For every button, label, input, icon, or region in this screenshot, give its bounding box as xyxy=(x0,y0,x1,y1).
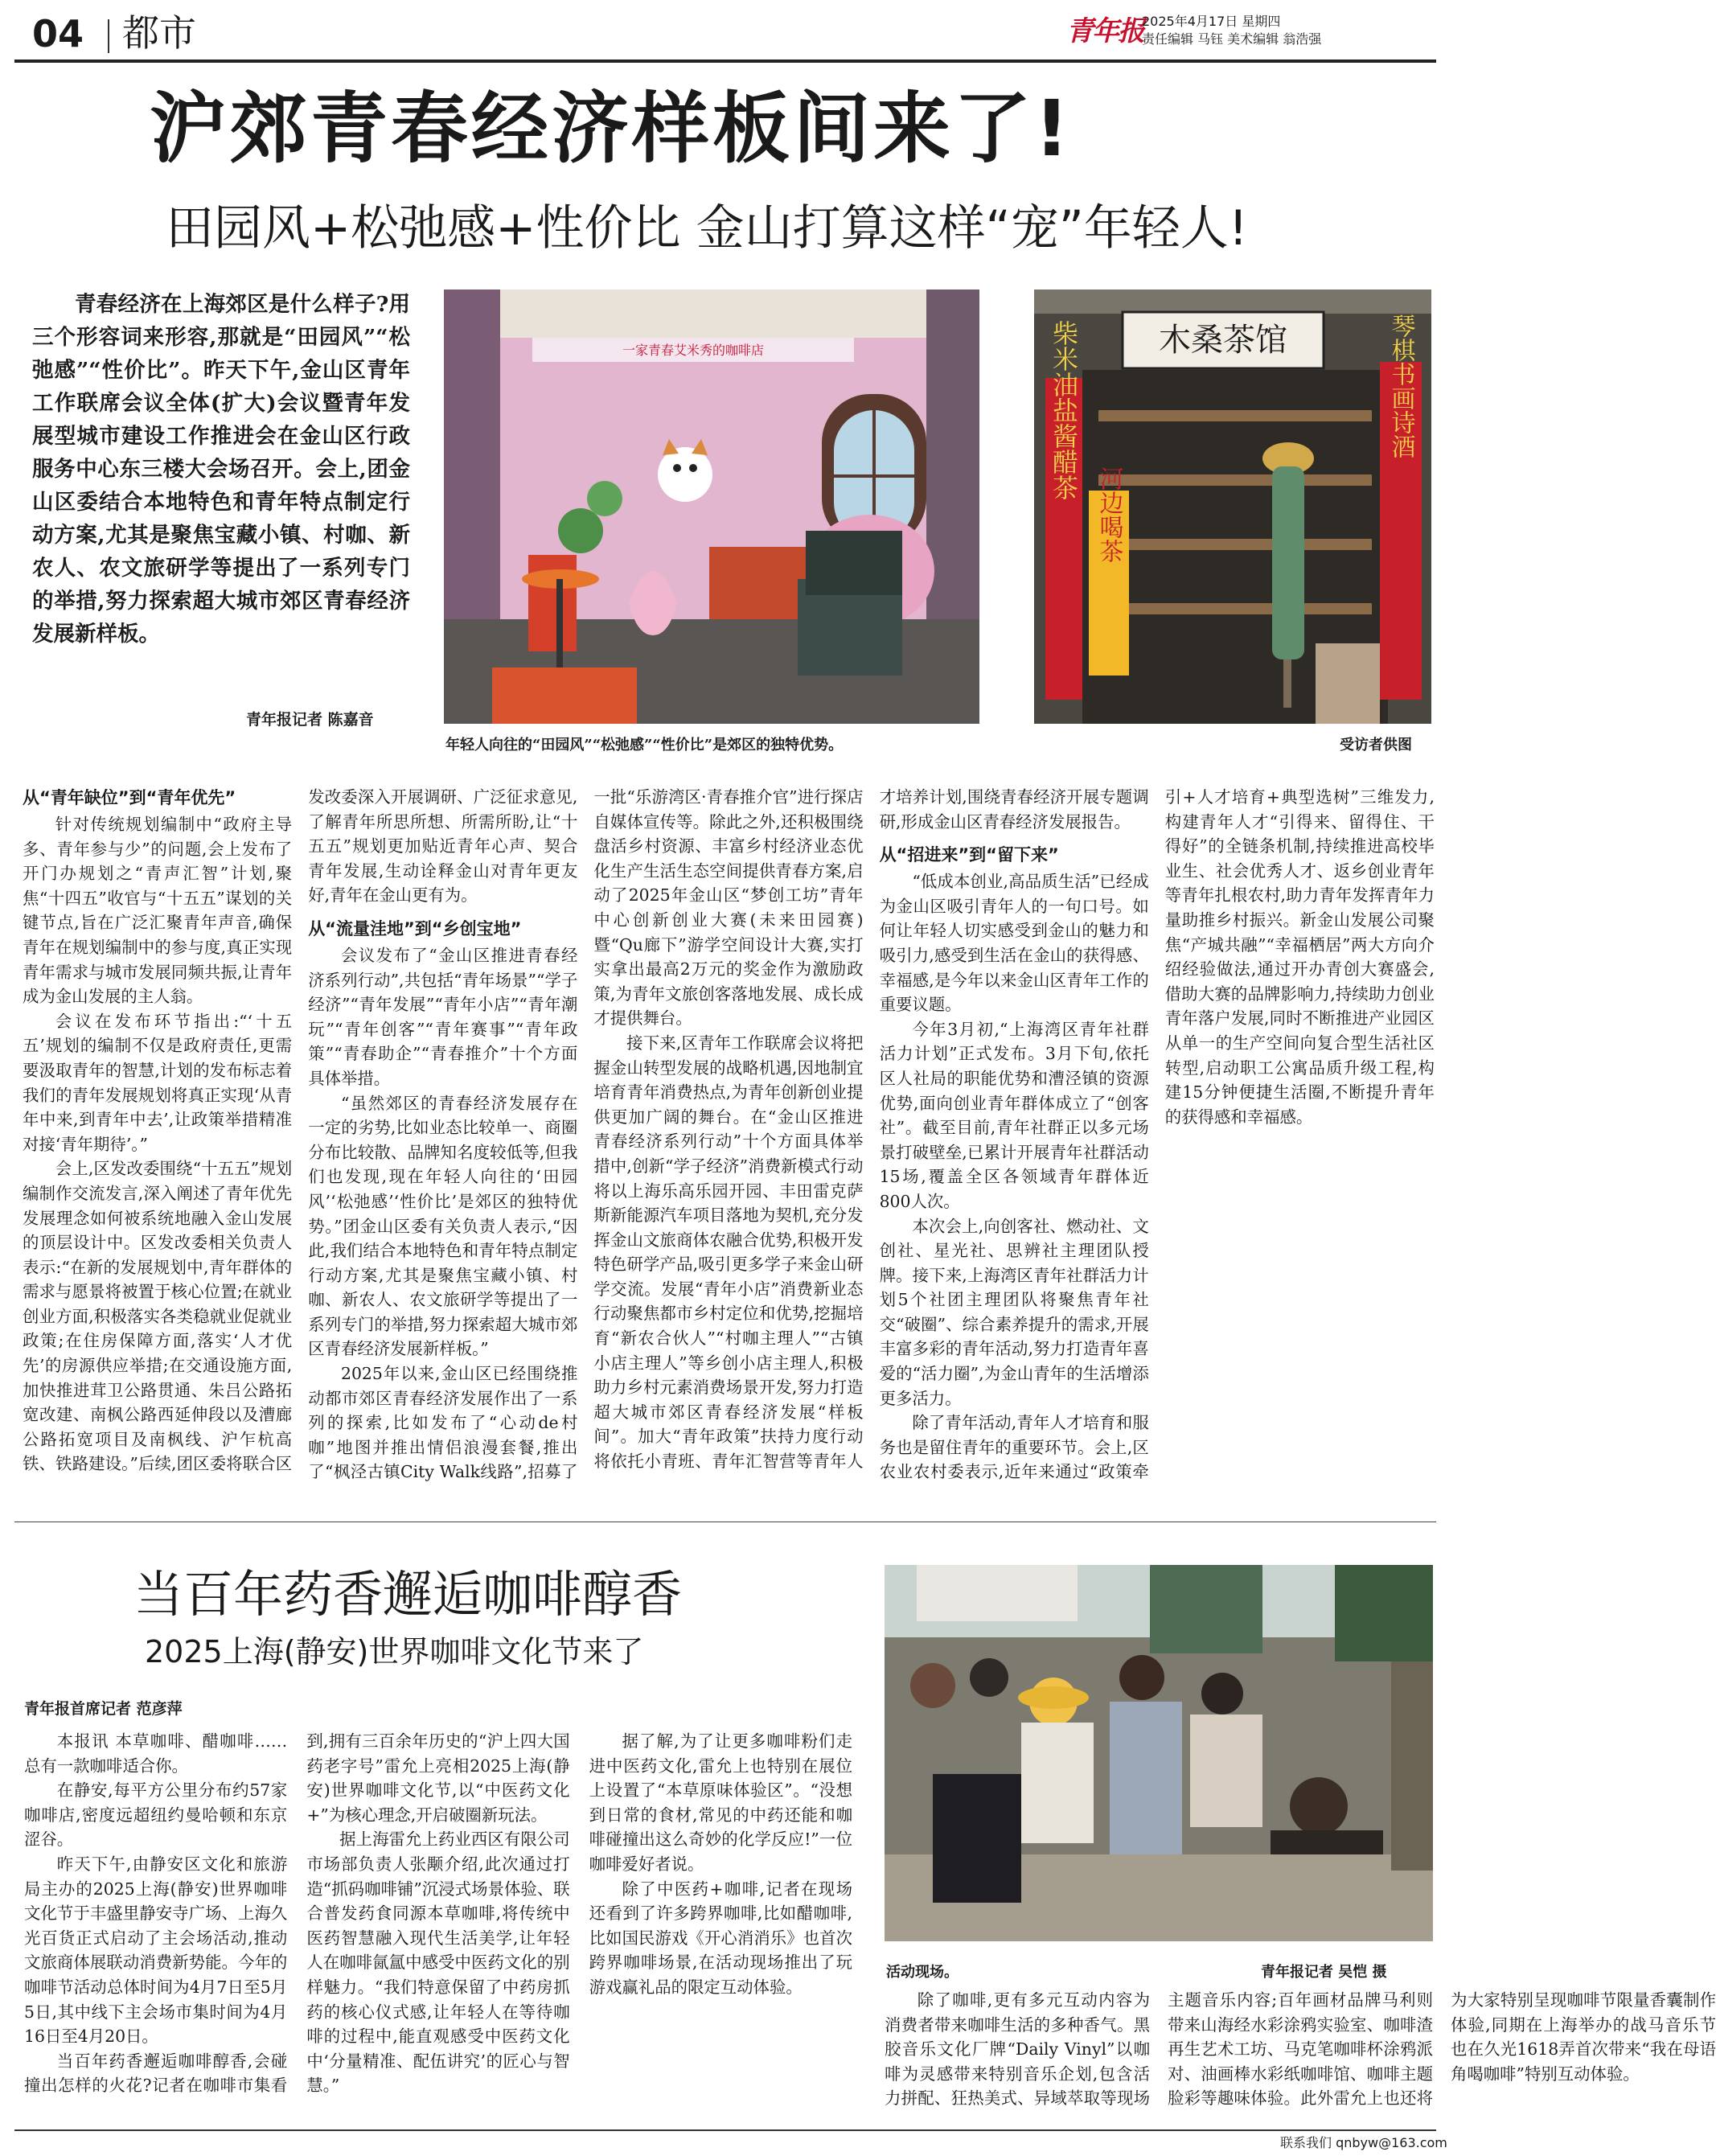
section-name: 都市 xyxy=(122,11,196,55)
cafe-photo-art xyxy=(444,290,979,724)
teahouse-scroll-mid: 河边喝茶 xyxy=(1094,466,1123,563)
story2-byline: 青年报首席记者 范彦萍 xyxy=(24,1700,183,1718)
story1-byline: 青年报记者 陈嘉音 xyxy=(246,711,374,729)
page-number: 04 xyxy=(32,12,84,55)
teahouse-photo-art xyxy=(1034,290,1431,724)
footer-rule xyxy=(14,2129,1436,2131)
story1-lead xyxy=(32,288,410,651)
paragraph: 会议在发布环节指出:“‘十五五’规划的编制不仅是政府责任,更需要汲取青年的智慧,计划的发布标志着我们的青年发展规划将真正实现‘从青年中来,到青年中去’,让政策举措精准对接‘青年期待’。” xyxy=(23,1011,293,1154)
paragraph: 本次会上,向创客社、燃动社、文创社、星光社、思辨社主理团队授牌。接下来,上海湾区青年社群活力计划5个社团主理团队将聚焦青年社交“破圈”、综合素养提升的需求,开展丰富多彩的青年活动,努力打造青年喜爱的“活力圈”,为金山青年的生活增添更多活力。 xyxy=(879,1216,1149,1408)
paragraph: 本报讯 本草咖啡、醋咖啡……总有一款咖啡适合你。 xyxy=(24,1731,288,1776)
paragraph: 当百年药香邂逅咖啡醇香,会碰撞出怎样的火花?记者在咖啡市集看到,拥有三百余年历史的“沪上四大国药老字号”雷允上亮相2025上海(静安)世界咖啡文化节,以“中医药文化+”为核心理念,开启破圈新玩法。 xyxy=(24,1731,570,2096)
paragraph: 针对传统规划编制中“政府主导多、青年参与少”的问题,会上发布了开门办规划之“青声汇智”计划,聚焦“十四五”收官与“十五五”谋划的关键节点,旨在广泛汇聚青年声音,确保青年在规划编制中的参与度,真正实现青年需求与城市发展同频共振,让青年成为金山发展的主人翁。 xyxy=(23,815,293,1007)
paragraph: 据上海雷允上药业西区有限公司市场部负责人张颙介绍,此次通过打造“抓码咖啡铺”沉浸式场景体验、联合普发药食同源本草咖啡,将传统中医药智慧融入现代生活美学,让年轻人在咖啡氤氲中感受中医药文化的别样魅力。“我们特意保留了中药房抓药的核心仪式感,让年轻人在等待咖啡的过程中,能直观感受中医药文化中‘分量精准、配伍讲究’的匠心与智慧。” xyxy=(306,1830,570,2096)
paragraph: 会议发布了“金山区推进青春经济系列行动”,共包括“青年场景”“学子经济”“青年发展”“青年小店”“青年潮玩”“青年创客”“青年赛事”“青年政策”“青春助企”“青春推介”十个方面具体举措。 xyxy=(308,945,578,1088)
section-heading: 从“青年缺位”到“青年优先” xyxy=(23,788,236,807)
cafe-banner-text: 一家青春艾米秀的咖啡店 xyxy=(622,343,765,358)
story2-body-bottom xyxy=(885,1988,1716,2120)
lead-text: 青春经济在上海郊区是什么样子?用三个形容词来形容,那就是“田园风”“松弛感”“性价比”。昨天下午,金山区青年工作联席会议全体(扩大)会议暨青年发展型城市建设工作推进会在金山区行政服务中心东三楼大会场召开。会上,团金山区委结合本地特色和青年特点制定行动方案,尤其是聚焦宝藏小镇、村咖、新农人、农文旅研学等提出了一系列专门的举措,努力探索超大城市郊区青春经济发展新样板。 xyxy=(32,292,410,647)
story2-body-top xyxy=(24,1729,852,2115)
paragraph: 今年3月初,“上海湾区青年社群活力计划”正式发布。3月下旬,依托区人社局的职能优势和漕泾镇的资源优势,面向创业青年群体成立了“创客社”。截至目前,青年社群正以多元场景打破壁垒,已累计开展青年社群活动15场,覆盖全区各领域青年群体近800人次。 xyxy=(879,1019,1149,1211)
photo3-credit: 青年报记者 吴恺 摄 xyxy=(1261,1964,1387,1981)
issue-date: 2025年4月17日 星期四 xyxy=(1142,14,1281,29)
paragraph: “虽然郊区的青春经济发展存在一定的劣势,比如业态比较单一、商圈分布比较散、品牌知名度较低等,但我们也发现,现在年轻人向往的‘田园风’‘松弛感’‘性价比’是郊区的独特优势。”团金山区委有关负责人表示,“因此,我们结合本地特色和青年特点制定行动方案,尤其是聚焦宝藏小镇、村咖、新农人、农文旅研学等提出了一系列专门的举措,努力探索超大城市郊区青春经济发展新样板。” xyxy=(308,1093,578,1359)
editors-line: 责任编辑 马钰 美术编辑 翁浩强 xyxy=(1142,31,1322,47)
teahouse-scroll-right: 琴棋书画诗酒 xyxy=(1386,314,1415,458)
paragraph: 除了中医药+咖啡,记者在现场还看到了许多跨界咖啡,比如醋咖啡,比如国民游戏《开心消消乐》也首次跨界咖啡场景,在活动现场推出了玩游戏赢礼品的限定互动体验。 xyxy=(589,1879,852,1997)
cafe-photo xyxy=(444,290,979,724)
story1-body xyxy=(23,785,1435,1499)
header-separator xyxy=(108,19,109,53)
header-meta xyxy=(1142,13,1321,48)
paragraph: 除了青年活动,青年人才培育和服务也是留住青年的重要环节。会上,区农业农村委表示,近年来通过“政策牵引+人才培育+典型选树”三维发力,构建青年人才“引得来、留得住、干得好”的全链条机制,持续推进高校毕业生、社会优秀人才、返乡创业青年等青年扎根农村,助力青年发挥青年力量助推乡村振兴。新金山发展公司聚焦“产城共融”“幸福栖居”两大方向介绍经验做法,通过开办青创大赛盛会,借助大赛的品牌影响力,持续助力创业青年落户发展,同时不断推进产业园区从单一的生产空间向复合型生活社区转型,启动职工公寓品质升级工程,构建15分钟便捷生活圈,不断提升青年的获得感和幸福感。 xyxy=(879,787,1435,1482)
newspaper-logo: 青年报 xyxy=(1066,15,1143,47)
paragraph: “低成本创业,高品质生活”已经成为金山区吸引青年人的一句口号。如何让年轻人切实感受到金山的魅力和吸引力,感受到生活在金山的获得感、幸福感,是今年以来金山区青年工作的重要议题。 xyxy=(879,872,1149,1015)
header-rule xyxy=(14,60,1436,63)
teahouse-sign-text: 木桑茶馆 xyxy=(1159,322,1287,359)
paragraph: 除了咖啡,更有多元互动内容为消费者带来咖啡生活的多种香气。黑胶音乐文化厂牌“Daily Vinyl”以咖啡为灵感带来特别音乐企划,包含活力拼配、狂热美式、异域萃取等现场主题音乐内容;百年画材品牌马利则带来山海经水彩涂鸦实验室、咖啡渣再生艺术工坊、马克笔咖啡杯涂鸦派对、油画棒水彩纸咖啡馆、咖啡主题脸彩等趣味体验。此外雷允上也还将为大家特别呈现咖啡节限量香囊制作体验,同期在上海举办的战马音乐节也在久光1618弄首次带来“我在母语角喝咖啡”特别互动体验。 xyxy=(885,1990,1716,2109)
contact-email: 联系我们 qnbyw@163.com xyxy=(1280,2135,1447,2150)
paragraph: 2025年以来,金山区已经围绕推动都市郊区青春经济发展作出了一系列的探索,比如发布了“心动de村咖”地图并推出情侣浪漫套餐,推出了“枫泾古镇City Walk线路”,招募了一批“乐游湾区·青春推介官”进行探店自媒体宣传等。除此之外,还积极围绕盘活乡村资源、丰富乡村经济业态优化生产生活生态空间提供青春方案,启动了2025年金山区“梦创工坊”青年中心创新创业大赛(未来田园赛)暨“Qu廊下”游学空间设计大赛,实打实拿出最高2万元的奖金作为激励政策,为青年文旅创客落地发展、成长成才提供舞台。 xyxy=(308,787,864,1482)
photo1-credit: 受访者供图 xyxy=(1340,737,1412,754)
paragraph: 会上,区发改委围绕“十五五”规划编制作交流发言,深入阐述了青年优先发展理念如何被系统地融入金山发展的顶层设计中。区发改委相关负责人表示:“在新的发展规划中,青年群体的需求与愿景将被置于核心位置;在就业创业方面,积极落实各类稳就业促就业政策;在住房保障方面,落实‘人才优先’的房源供应举措;在交通设施方面,加快推进茸卫公路贯通、朱吕公路拓宽改建、南枫公路西延伸段以及漕廊公路拓宽项目及南枫线、沪乍杭高铁、铁路建设。”后续,团区委将联合区发改委深入开展调研、广泛征求意见,了解青年所思所想、所需所盼,让“十五五”规划更加贴近青年心声、契合青年发展,生动诠释金山对青年更友好,青年在金山更有为。 xyxy=(23,787,578,1474)
paragraph: 据了解,为了让更多咖啡粉们走进中医药文化,雷允上也特别在展位上设置了“本草原味体验区”。“没想到日常的食材,常见的中药还能和咖啡碰撞出这么奇妙的化学反应!”一位咖啡爱好者说。 xyxy=(589,1731,852,1874)
paragraph: 在静安,每平方公里分布约57家咖啡店,密度远超纽约曼哈顿和东京涩谷。 xyxy=(24,1780,288,1850)
teahouse-photo xyxy=(1034,290,1431,724)
section-heading: 从“流量洼地”到“乡创宝地” xyxy=(308,918,522,938)
story2-subhead: 2025上海(静安)世界咖啡文化节来了 xyxy=(145,1634,644,1669)
paragraph: 接下来,区青年工作联席会议将把握金山转型发展的战略机遇,因地制宜培育青年消费热点,为青年创新创业提供更加广阔的舞台。在“金山区推进青春经济系列行动”十个方面具体举措中,创新“学子经济”消费新模式行动将以上海乐高乐园开园、丰田雷克萨斯新能源汽车项目落地为契机,充分发挥金山文旅商体农融合优势,积极开发特色研学产品,吸引更多学子来金山研学交流。发展“青年小店”消费新业态行动聚焦都市乡村定位和优势,挖掘培育“新农合伙人”“村咖主理人”“古镇小店主理人”等乡创小店主理人,积极助力乡村元素消费场景开发,努力打造超大城市郊区青春经济发展“样板间”。加大“青年政策”扶持力度行动将依托小青班、青年汇智营等青年人才培养计划,围绕青春经济开展专题调研,形成金山区青春经济发展报告。 xyxy=(593,787,1149,1472)
story1-subhead: 田园风+松弛感+性价比 金山打算这样“宠”年轻人! xyxy=(166,200,1248,257)
story1-headline: 沪郊青春经济样板间来了! xyxy=(150,84,1073,174)
photo1-caption: 年轻人向往的“田园风”“松弛感”“性价比”是郊区的独特优势。 xyxy=(445,737,844,754)
story2-headline: 当百年药香邂逅咖啡醇香 xyxy=(133,1565,683,1624)
section-heading: 从“招进来”到“留下来” xyxy=(879,845,1059,865)
coffee-festival-photo-art xyxy=(885,1565,1433,1941)
teahouse-scroll-left: 柴米油盐酱醋茶 xyxy=(1049,320,1079,500)
paragraph: 昨天下午,由静安区文化和旅游局主办的2025上海(静安)世界咖啡文化节于丰盛里静安寺广场、上海久光百货正式启动了主会场活动,推动文旅商体展联动消费新势能。今年的咖啡节活动总体时间为4月7日至5月5日,其中线下主会场市集时间为4月16日至4月20日。 xyxy=(24,1854,288,2047)
photo3-caption: 活动现场。 xyxy=(886,1964,959,1981)
coffee-festival-photo xyxy=(885,1565,1433,1941)
